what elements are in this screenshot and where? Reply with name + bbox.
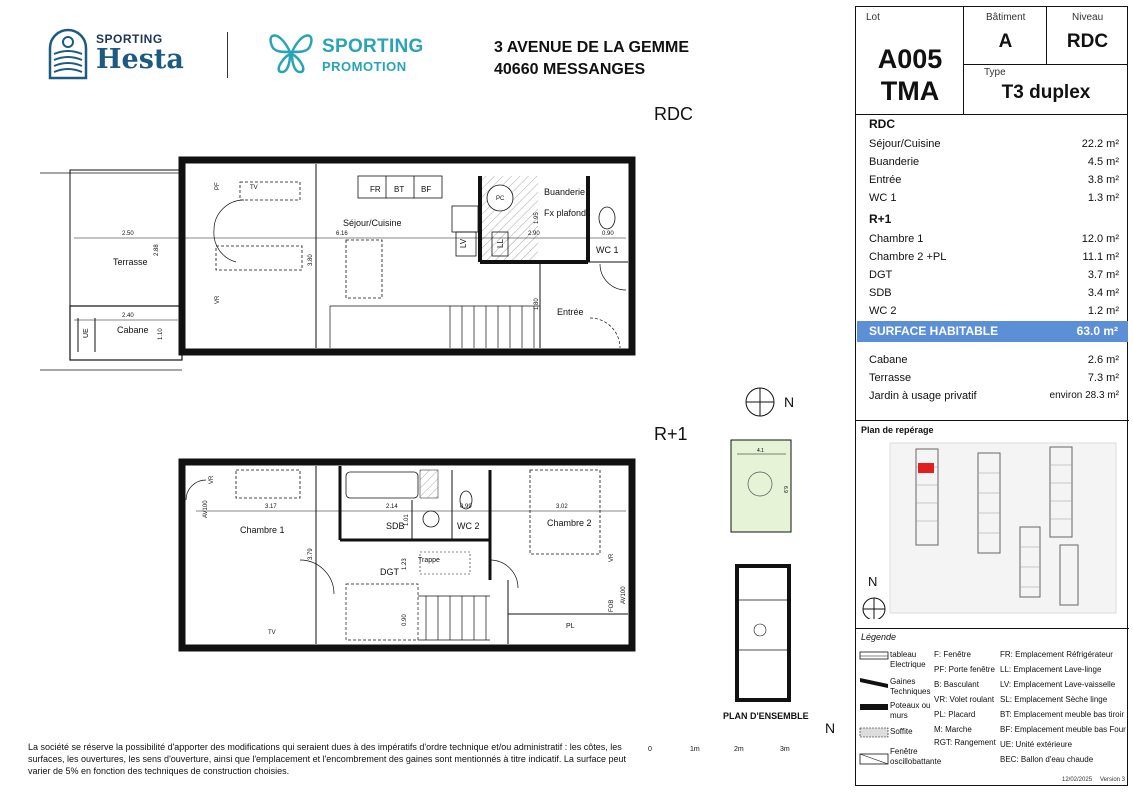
svg-text:PL: PL [566, 623, 575, 630]
svg-text:6.16: 6.16 [336, 231, 348, 237]
legend-code: UE: Unité extérieure [1000, 740, 1073, 749]
legend-title: Légende [861, 632, 897, 642]
svg-text:2.90: 2.90 [528, 231, 540, 237]
surface-value: 63.0 m² [1076, 324, 1118, 338]
legend-code: M: Marche [934, 725, 972, 734]
lot-label: Lot [866, 12, 880, 23]
legend-symbol-label: tableau Electrique [890, 650, 926, 669]
legend-code: F: Fenêtre [934, 650, 971, 659]
wc1-toilet [599, 207, 615, 229]
svg-text:AV100: AV100 [203, 500, 209, 518]
row-label: Séjour/Cuisine [869, 138, 941, 150]
plan-ensemble-label: PLAN D'ENSEMBLE [723, 711, 809, 721]
r1-row [869, 305, 1119, 320]
row-label: SDB [869, 287, 892, 299]
svg-text:1.95: 1.95 [534, 212, 540, 224]
row-label: Jardin à usage privatif [869, 390, 977, 402]
lot-number: A005 [877, 44, 943, 74]
row-label: Entrée [869, 174, 902, 186]
svg-text:4.1: 4.1 [757, 448, 764, 454]
batiment-cell [964, 7, 1047, 65]
svg-text:PC: PC [496, 196, 505, 202]
row-value: 3.8 m² [1087, 174, 1119, 186]
svg-text:Terrasse: Terrasse [113, 257, 148, 267]
row-value: 1.2 m² [1087, 305, 1119, 317]
sofa [216, 246, 302, 270]
type-label: Type [984, 67, 1006, 78]
svg-text:VR: VR [215, 295, 221, 304]
address-line1: 3 AVENUE DE LA GEMME [494, 39, 689, 56]
svg-text:DGT: DGT [380, 567, 399, 577]
reperage-map [860, 437, 1124, 619]
row-value: 3.4 m² [1087, 287, 1119, 299]
svg-text:WC 1: WC 1 [596, 245, 619, 255]
r1-row [869, 287, 1119, 302]
legend-code: BEC: Ballon d'eau chaude [1000, 755, 1094, 764]
type-value: T3 duplex [1001, 82, 1091, 103]
surface-label: SURFACE HABITABLE [869, 324, 999, 338]
svg-text:Cabane: Cabane [117, 325, 149, 335]
svg-text:TV: TV [268, 630, 276, 636]
svg-text:FOB: FOB [609, 599, 615, 612]
svg-text:3.02: 3.02 [556, 504, 568, 510]
doc-version: Version 3 [1100, 777, 1126, 783]
row-label: Buanderie [869, 156, 920, 168]
r1-row [869, 233, 1119, 248]
svg-text:PF: PF [215, 182, 221, 190]
svg-text:0.90: 0.90 [402, 614, 408, 626]
divider [856, 628, 1129, 629]
rdc-row [869, 156, 1119, 171]
svg-text:SDB: SDB [386, 521, 405, 531]
legend-code: PL: Placard [934, 710, 976, 719]
svg-text:1.23: 1.23 [402, 558, 408, 570]
lot-suffix: TMA [880, 76, 940, 106]
legend-symbol-label: Poteaux ou murs [890, 701, 931, 720]
legend-symbol-label: Fenêtre oscillobattante [890, 747, 942, 766]
svg-text:TV: TV [250, 185, 258, 191]
row-value: 4.5 m² [1087, 156, 1119, 168]
svg-text:1.80: 1.80 [534, 298, 540, 310]
r1-stairs [346, 584, 490, 640]
batiment-label: Bâtiment [986, 12, 1026, 23]
level-title-rdc: RDC [654, 104, 693, 124]
svg-text:Chambre 2: Chambre 2 [547, 518, 592, 528]
extra-row [869, 390, 1119, 405]
rdc-row [869, 174, 1119, 189]
disclaimer: La société se réserve la possibilité d'apporter des modifications qui seraient dues à des impératifs d'ordre technique et/ou administratif : les côtes, les surfaces, les ouvertures, les sens d'ouverture, ainsi que l'emplacement et l'encombrement des gaines sont mentionnés à titre indicatif. La surface peut varier de 5% en fonction des techniques de construction choisies. [28, 742, 626, 776]
svg-text:3.80: 3.80 [308, 254, 314, 266]
svg-text:FR: FR [370, 185, 381, 194]
compass-top-letter: N [784, 394, 795, 410]
r1-row [869, 251, 1119, 266]
reperage-label: Plan de repérage [861, 425, 934, 435]
ensemble-house [737, 566, 789, 700]
legend-code: RGT: Rangement [934, 738, 996, 747]
rdc-row [869, 192, 1119, 207]
row-value: 7.3 m² [1087, 372, 1119, 384]
address-line2: 40660 MESSANGES [494, 61, 646, 78]
legend-symbol-label: Gaines Techniques [890, 677, 931, 696]
row-label: Cabane [869, 354, 908, 366]
row-label: Terrasse [869, 372, 912, 384]
row-value: 11.1 m² [1082, 251, 1119, 263]
row-value: 22.2 m² [1081, 138, 1119, 150]
compass-bottom-letter: N [825, 720, 836, 736]
niveau-cell [1047, 7, 1128, 65]
row-label: Chambre 2 +PL [869, 251, 947, 263]
plan-r1 [182, 462, 632, 648]
svg-text:LL: LL [496, 239, 505, 248]
svg-text:VR: VR [609, 553, 615, 562]
row-value: 3.7 m² [1087, 269, 1119, 281]
legend-code: SL: Emplacement Sèche linge [1000, 695, 1108, 704]
compass-top-icon [746, 388, 774, 416]
extra-row [869, 354, 1119, 369]
niveau-value: RDC [1066, 31, 1109, 52]
scale-tick-3: 3m [780, 746, 790, 753]
svg-text:Séjour/Cuisine: Séjour/Cuisine [343, 218, 402, 228]
row-label: WC 2 [869, 305, 897, 317]
bed-chambre2 [530, 470, 600, 554]
svg-text:2.14: 2.14 [386, 504, 398, 510]
svg-text:LV: LV [459, 238, 468, 248]
legend-code: LL: Emplacement Lave-linge [1000, 665, 1102, 674]
dining-table [346, 240, 382, 298]
svg-text:0.99: 0.99 [460, 504, 472, 510]
promo-line2: PROMOTION [322, 59, 407, 74]
surface-habitable-bar [857, 321, 1128, 342]
info-panel [855, 6, 1128, 786]
lot-marker [918, 463, 934, 473]
niveau-label: Niveau [1072, 12, 1104, 23]
sdb-sink [423, 511, 439, 527]
extra-row [869, 372, 1119, 387]
svg-text:3.79: 3.79 [308, 548, 314, 560]
svg-text:Buanderie: Buanderie [544, 187, 586, 197]
rdc-row [869, 138, 1119, 153]
row-value: 1.3 m² [1087, 192, 1119, 204]
svg-text:BT: BT [394, 185, 405, 194]
scale-tick-0: 0 [648, 746, 652, 753]
bathtub [346, 472, 418, 498]
legend-code: BF: Emplacement meuble bas Four [1000, 725, 1126, 734]
svg-text:Trappe: Trappe [418, 557, 440, 564]
svg-text:2.88: 2.88 [154, 244, 160, 256]
row-label: WC 1 [869, 192, 897, 204]
doc-date: 12/02/2025 [1062, 777, 1093, 783]
row-value: 12.0 m² [1081, 233, 1119, 245]
r1-header: R+1 [869, 212, 892, 226]
legend-code: PF: Porte fenêtre [934, 665, 995, 674]
svg-text:3.17: 3.17 [265, 504, 277, 510]
svg-text:BF: BF [421, 185, 432, 194]
bed-chambre1 [236, 470, 300, 498]
legend-symbols [858, 650, 890, 770]
svg-text:VR: VR [209, 475, 215, 484]
svg-text:Fx plafond: Fx plafond [544, 208, 587, 218]
legend-code: BT: Emplacement meuble bas tiroir [1000, 710, 1125, 719]
svg-text:UE: UE [83, 328, 90, 338]
type-cell [964, 65, 1128, 115]
plan-ensemble [731, 440, 791, 700]
svg-text:Chambre 1: Chambre 1 [240, 525, 285, 535]
rdc-stairs [330, 306, 540, 348]
row-value: environ 28.3 m² [1049, 390, 1119, 401]
legend-code: FR: Emplacement Réfrigérateur [1000, 650, 1113, 659]
scale-tick-2: 2m [734, 746, 744, 753]
batiment-value: A [998, 31, 1013, 52]
divider [856, 420, 1129, 421]
kitchen-sink [452, 206, 478, 232]
reperage-north: N [868, 574, 878, 589]
promo-line1: SPORTING [322, 36, 424, 57]
logo-small-text: SPORTING [96, 32, 163, 46]
legend-code: B: Basculant [934, 680, 979, 689]
svg-text:Entrée: Entrée [557, 307, 584, 317]
svg-text:6.9: 6.9 [782, 486, 788, 493]
reperage-compass-icon [863, 598, 885, 619]
logo-big-text: Hesta [96, 44, 184, 75]
svg-text:AV100: AV100 [621, 586, 627, 604]
svg-text:1.01: 1.01 [404, 514, 410, 526]
row-label: DGT [869, 269, 893, 281]
svg-text:2.50: 2.50 [122, 231, 134, 237]
svg-text:1.10: 1.10 [158, 328, 164, 340]
svg-text:WC 2: WC 2 [457, 521, 480, 531]
svg-text:0.90: 0.90 [602, 231, 614, 237]
svg-text:2.40: 2.40 [122, 313, 134, 319]
scale-tick-1: 1m [690, 746, 700, 753]
row-value: 2.6 m² [1087, 354, 1119, 366]
level-title-r1: R+1 [654, 424, 688, 444]
legend-code: LV: Emplacement Lave-vaisselle [1000, 680, 1116, 689]
plan-rdc [40, 160, 632, 370]
legend-symbol-label: Soffite [890, 727, 913, 736]
lot-cell [856, 7, 964, 115]
r1-row [869, 269, 1119, 284]
legend-code: VR: Volet roulant [934, 695, 995, 704]
row-label: Chambre 1 [869, 233, 924, 245]
rdc-header: RDC [869, 117, 895, 131]
